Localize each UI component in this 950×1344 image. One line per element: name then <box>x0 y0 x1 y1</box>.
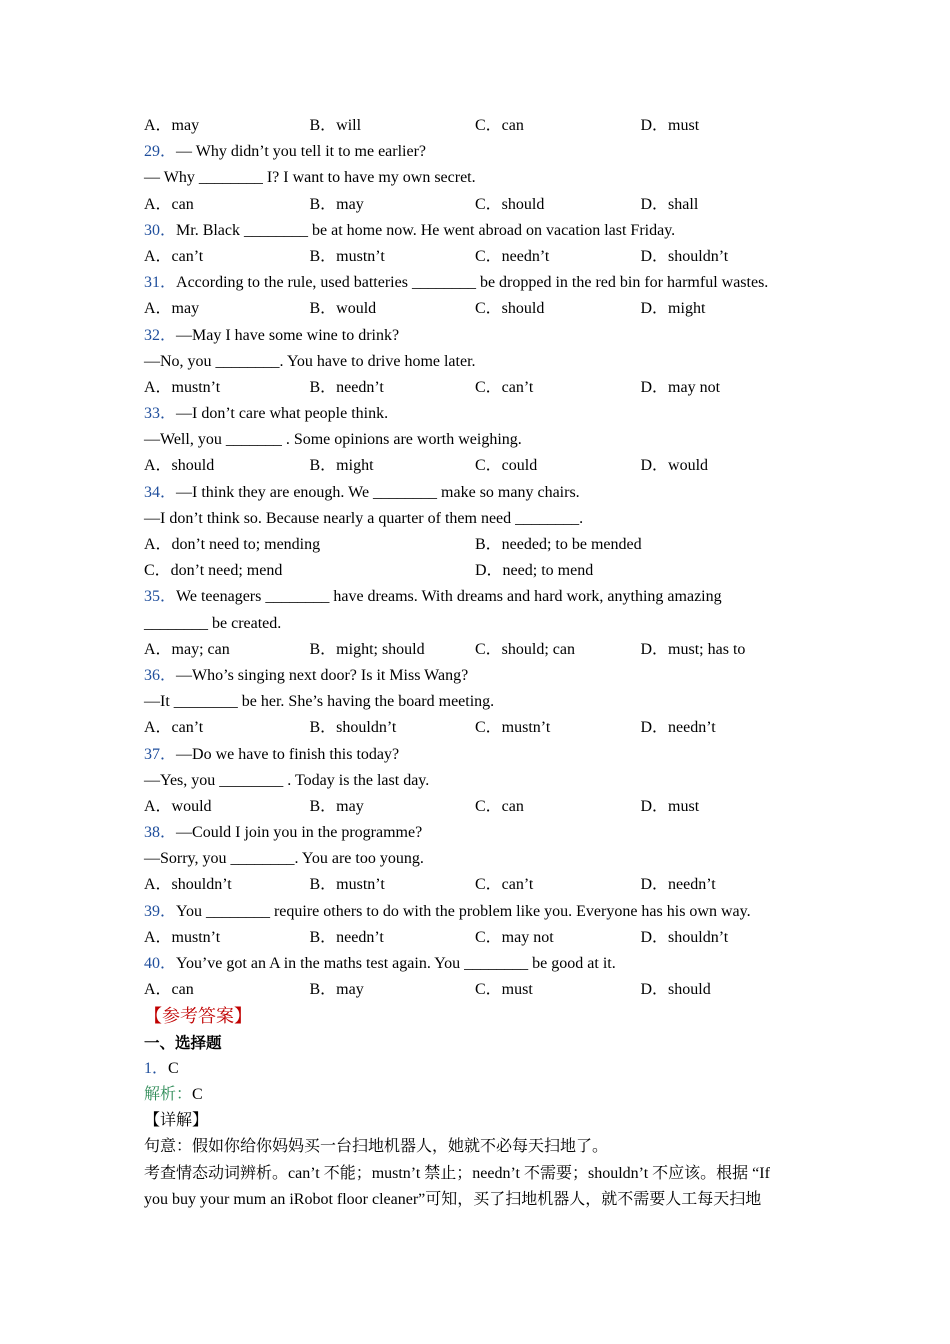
options-row <box>144 375 824 401</box>
option: A．may <box>144 117 200 134</box>
option: B．might <box>309 457 374 475</box>
option: D．must; has to <box>640 640 746 658</box>
question-line <box>144 899 824 925</box>
options-row <box>144 192 824 218</box>
option: D．would <box>640 457 709 475</box>
option: A．can <box>144 981 194 999</box>
option: D．must <box>640 797 700 815</box>
question-block <box>144 401 824 480</box>
question-text: You ________ require others to do with the problem like you. Everyone has his own way. <box>176 902 751 920</box>
answer-header: 【参考答案】 <box>144 1006 252 1027</box>
answer-number: 1． <box>144 1059 169 1077</box>
options-row <box>144 532 824 558</box>
option: B．needed; to be mended <box>475 536 642 553</box>
option: C．don’t need; mend <box>144 562 283 580</box>
question-number: 34． <box>144 483 177 501</box>
question-text: —Could I join you in the programme? <box>176 824 423 842</box>
option: A．would <box>144 797 212 815</box>
section-title-line <box>144 1030 824 1056</box>
detail-label: 【详解】 <box>144 1112 209 1130</box>
option: B．mustn’t <box>309 876 385 894</box>
answer-header-line <box>144 1003 824 1029</box>
option: B．might; should <box>309 640 425 658</box>
question-line <box>144 427 824 453</box>
detail-text: you buy your mum an iRobot floor cleaner”可知，买了扫地机器人，就不需要人工每天扫地 <box>144 1190 762 1208</box>
option: A．can <box>144 195 194 213</box>
question-line <box>144 951 824 977</box>
option: C．should; can <box>475 640 575 658</box>
options-row <box>144 977 824 1003</box>
option: A．may; can <box>144 640 230 658</box>
option: B．needn’t <box>309 928 384 946</box>
options-row <box>144 244 824 270</box>
answer-item <box>144 1056 824 1082</box>
question-line <box>144 270 824 296</box>
question-line <box>144 742 824 768</box>
question-number: 32． <box>144 326 177 344</box>
question-line <box>144 663 824 689</box>
option: C．needn’t <box>475 247 550 265</box>
option: D．might <box>640 300 706 318</box>
detail-line <box>144 1134 824 1160</box>
question-number: 29． <box>144 143 177 161</box>
question-line <box>144 139 824 165</box>
question-block <box>144 139 824 218</box>
detail-line <box>144 1161 824 1187</box>
option: B．needn’t <box>309 378 384 396</box>
analysis-line <box>144 1082 824 1108</box>
option: A．shouldn’t <box>144 876 232 894</box>
question-line <box>144 820 824 846</box>
options-row <box>144 794 824 820</box>
option: A．mustn’t <box>144 378 221 396</box>
options-row <box>144 925 824 951</box>
options-row <box>144 558 824 584</box>
question-block <box>144 480 824 585</box>
option: A．should <box>144 457 215 475</box>
option: D．needn’t <box>640 876 716 894</box>
option: D．should <box>640 981 711 999</box>
option: A．don’t need to; mending <box>144 536 321 553</box>
options-row <box>144 113 824 139</box>
question-line <box>144 165 824 191</box>
option: C．can’t <box>475 876 534 894</box>
question-block <box>144 584 824 663</box>
options-row <box>144 296 824 322</box>
question-number: 37． <box>144 745 177 763</box>
analysis-label: 解析： <box>144 1085 193 1103</box>
question-text: We teenagers ________ have dreams. With dreams and hard work, anything amazing <box>176 588 722 606</box>
document-page <box>144 113 824 1213</box>
option: D．may not <box>640 378 721 396</box>
option: C．can <box>475 117 524 134</box>
option: B．may <box>309 797 364 815</box>
question-text: —Yes, you ________ . Today is the last day. <box>144 771 430 789</box>
options-row <box>144 453 824 479</box>
question-number: 39． <box>144 902 177 920</box>
option: C．mustn’t <box>475 719 551 737</box>
question-line <box>144 689 824 715</box>
question-text: —It ________ be her. She’s having the board meeting. <box>144 693 495 711</box>
option: D．needn’t <box>640 719 716 737</box>
detail-line <box>144 1187 824 1213</box>
analysis-value: C <box>192 1085 203 1103</box>
question-block <box>144 323 824 402</box>
question-line <box>144 480 824 506</box>
question-text: —No, you ________. You have to drive home later. <box>144 352 476 370</box>
question-number: 40． <box>144 955 177 972</box>
option: C．can <box>475 797 524 815</box>
question-text: —I think they are enough. We ________ make so many chairs. <box>176 483 580 501</box>
option: D．must <box>640 117 700 134</box>
question-line <box>144 584 824 610</box>
question-block <box>144 899 824 951</box>
option: C．may not <box>475 928 554 946</box>
question-line <box>144 506 824 532</box>
question-text: —Sorry, you ________. You are too young. <box>144 850 424 868</box>
question-line <box>144 349 824 375</box>
option: A．mustn’t <box>144 928 221 946</box>
question-number: 31． <box>144 274 177 292</box>
option: B．mustn’t <box>309 247 385 265</box>
question-text: —I don’t care what people think. <box>176 405 389 423</box>
question-text: — Why didn’t you tell it to me earlier? <box>176 143 427 161</box>
question-block <box>144 820 824 899</box>
option: D．shouldn’t <box>640 928 729 946</box>
option: C．can’t <box>475 378 534 396</box>
question-block <box>144 270 824 322</box>
detail-label-line <box>144 1108 824 1134</box>
question-block <box>144 742 824 821</box>
option: B．shouldn’t <box>309 719 397 737</box>
question-block <box>144 218 824 270</box>
option: A．can’t <box>144 719 204 737</box>
option: D．need; to mend <box>475 562 594 580</box>
question-text: —Who’s singing next door? Is it Miss Wang? <box>176 666 469 684</box>
question-block <box>144 951 824 1003</box>
question-number: 38． <box>144 824 177 842</box>
option: B．would <box>309 300 377 318</box>
question-text: You’ve got an A in the maths test again. You ________ be good at it. <box>176 955 616 972</box>
question-number: 30． <box>144 221 177 239</box>
option: A．may <box>144 300 200 318</box>
option: D．shall <box>640 195 699 213</box>
options-row <box>144 637 824 663</box>
question-line <box>144 401 824 427</box>
question-text: — Why ________ I? I want to have my own secret. <box>144 169 476 187</box>
question-text: —May I have some wine to drink? <box>176 326 400 344</box>
question-line <box>144 218 824 244</box>
question-text: Mr. Black ________ be at home now. He went abroad on vacation last Friday. <box>176 221 676 239</box>
question-line <box>144 768 824 794</box>
option: B．may <box>309 195 364 213</box>
detail-text: 句意：假如你给你妈妈买一台扫地机器人，她就不必每天扫地了。 <box>144 1138 609 1156</box>
option: C．must <box>475 981 533 999</box>
question-block <box>144 663 824 742</box>
option: A．can’t <box>144 247 204 265</box>
question-line <box>144 611 824 637</box>
answer-value: C <box>168 1059 179 1077</box>
question-text: —Well, you _______ . Some opinions are worth weighing. <box>144 431 522 449</box>
answers-section <box>144 1003 824 1213</box>
question-line <box>144 846 824 872</box>
options-row <box>144 715 824 741</box>
options-row <box>144 872 824 898</box>
question-number: 35． <box>144 588 177 606</box>
option: D．shouldn’t <box>640 247 729 265</box>
option: C．could <box>475 457 538 475</box>
question-text: ________ be created. <box>144 614 282 632</box>
section-title: 一、选择题 <box>144 1033 222 1052</box>
option: C．should <box>475 195 545 213</box>
question-number: 36． <box>144 666 177 684</box>
question-text: —Do we have to finish this today? <box>176 745 400 763</box>
option: B．may <box>309 981 364 999</box>
detail-text: 考查情态动词辨析。can’t 不能；mustn’t 禁止；needn’t 不需要；shouldn’t 不应该。根据 “If <box>144 1164 770 1182</box>
question-block <box>144 113 824 139</box>
option: B．will <box>309 117 362 134</box>
question-text: —I don’t think so. Because nearly a quarter of them need ________. <box>144 509 584 527</box>
option: C．should <box>475 300 545 318</box>
question-line <box>144 323 824 349</box>
question-number: 33． <box>144 405 177 423</box>
question-text: According to the rule, used batteries ________ be dropped in the red bin for harmful wastes. <box>176 274 769 292</box>
